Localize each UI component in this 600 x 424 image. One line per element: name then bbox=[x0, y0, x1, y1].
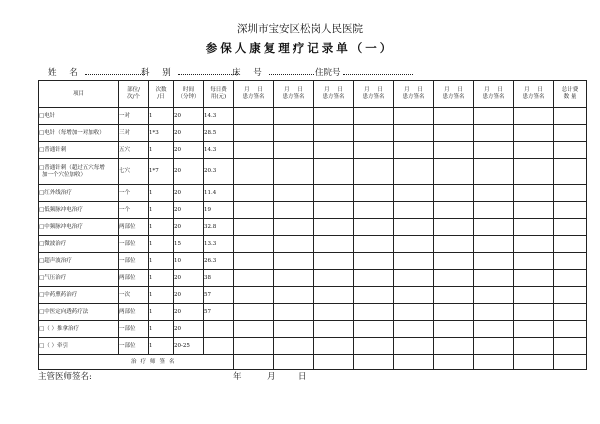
patient-sign-cell[interactable] bbox=[474, 253, 514, 270]
patient-sign-cell[interactable] bbox=[274, 270, 314, 287]
footer-month: 月 bbox=[267, 372, 276, 382]
header-row bbox=[39, 81, 587, 108]
duration-cell: 15 bbox=[174, 236, 204, 253]
patient-sign-cell[interactable] bbox=[274, 159, 314, 185]
patient-sign-cell[interactable] bbox=[354, 270, 394, 287]
times-cell: 1 bbox=[149, 304, 174, 321]
patient-sign-cell[interactable] bbox=[234, 287, 274, 304]
patient-sign-cell[interactable] bbox=[274, 219, 314, 236]
total-cell[interactable] bbox=[554, 321, 587, 338]
total-cell[interactable] bbox=[554, 304, 587, 321]
patient-sign-cell[interactable] bbox=[394, 142, 434, 159]
total-cell[interactable] bbox=[554, 253, 587, 270]
name-line bbox=[85, 66, 145, 75]
patient-sign-cell[interactable] bbox=[514, 219, 554, 236]
times-cell: 1*7 bbox=[149, 159, 174, 185]
therapist-sign-cell[interactable] bbox=[394, 355, 434, 370]
fee-cell: 13.3 bbox=[204, 236, 234, 253]
patient-sign-cell[interactable] bbox=[314, 321, 354, 338]
patient-sign-cell[interactable] bbox=[314, 236, 354, 253]
patient-sign-cell[interactable] bbox=[434, 270, 474, 287]
patient-sign-cell[interactable] bbox=[234, 236, 274, 253]
total-cell[interactable] bbox=[554, 185, 587, 202]
name-label: 姓 名 bbox=[48, 68, 83, 78]
fee-cell: 11.4 bbox=[204, 185, 234, 202]
treatment-item-label: □普通针刺（超过五穴每增 bbox=[39, 164, 105, 171]
therapist-sign-cell[interactable] bbox=[274, 355, 314, 370]
patient-sign-cell[interactable] bbox=[314, 304, 354, 321]
therapist-sign-cell[interactable] bbox=[434, 355, 474, 370]
duration-cell: 20 bbox=[174, 159, 204, 185]
patient-sign-cell[interactable] bbox=[514, 108, 554, 125]
fee-cell: 20.3 bbox=[204, 159, 234, 185]
patient-sign-cell[interactable] bbox=[274, 304, 314, 321]
admission-line bbox=[343, 66, 413, 75]
patient-sign-cell[interactable] bbox=[474, 236, 514, 253]
bed-label: 床 号 bbox=[232, 68, 267, 78]
patient-sign-cell[interactable] bbox=[314, 108, 354, 125]
patient-sign-cell[interactable] bbox=[354, 287, 394, 304]
treatment-item[interactable] bbox=[39, 287, 119, 304]
patient-sign-cell[interactable] bbox=[314, 202, 354, 219]
fee-cell bbox=[204, 338, 234, 355]
patient-sign-cell[interactable] bbox=[234, 270, 274, 287]
patient-sign-cell[interactable] bbox=[394, 321, 434, 338]
patient-sign-cell[interactable] bbox=[234, 142, 274, 159]
treatment-item-label: □电针 bbox=[39, 112, 56, 119]
unit-cell: 一次 bbox=[119, 287, 149, 304]
patient-sign-cell[interactable] bbox=[434, 142, 474, 159]
patient-sign-cell[interactable] bbox=[314, 185, 354, 202]
therapist-sign-cell[interactable] bbox=[314, 355, 354, 370]
patient-sign-cell[interactable] bbox=[354, 253, 394, 270]
treatment-item[interactable] bbox=[39, 185, 119, 202]
patient-sign-cell[interactable] bbox=[274, 287, 314, 304]
duration-cell: 20 bbox=[174, 219, 204, 236]
patient-sign-cell[interactable] bbox=[474, 108, 514, 125]
patient-sign-cell[interactable] bbox=[234, 185, 274, 202]
form-title: 参保人康复理疗记录单（一） bbox=[205, 41, 395, 55]
header-date-col: 月 日 患方签名 bbox=[394, 81, 434, 108]
patient-sign-cell[interactable] bbox=[354, 142, 394, 159]
treatment-item-label: □超声波治疗 bbox=[39, 257, 72, 264]
duration-cell: 20 bbox=[174, 185, 204, 202]
header-total: 总计费 数 量 bbox=[554, 81, 587, 108]
fee-cell: 28.5 bbox=[204, 125, 234, 142]
patient-sign-cell[interactable] bbox=[234, 125, 274, 142]
patient-sign-cell[interactable] bbox=[474, 185, 514, 202]
treatment-row bbox=[39, 270, 587, 287]
times-cell: 1 bbox=[149, 338, 174, 355]
treatment-item-label: □（ ）推拿治疗 bbox=[39, 325, 79, 332]
treatment-row bbox=[39, 142, 587, 159]
treatment-item-label: □中药熏药治疗 bbox=[39, 291, 78, 298]
patient-sign-cell[interactable] bbox=[234, 219, 274, 236]
header-date-col: 月 日 患方签名 bbox=[514, 81, 554, 108]
patient-sign-cell[interactable] bbox=[234, 321, 274, 338]
patient-sign-cell[interactable] bbox=[434, 253, 474, 270]
times-cell: 1 bbox=[149, 142, 174, 159]
admission-field[interactable] bbox=[315, 66, 413, 78]
duration-cell: 20 bbox=[174, 321, 204, 338]
treatment-item-label: □普通针刺 bbox=[39, 146, 67, 153]
header-date-col: 月 日 患方签名 bbox=[274, 81, 314, 108]
unit-cell: 一部位 bbox=[119, 236, 149, 253]
patient-sign-cell[interactable] bbox=[314, 159, 354, 185]
total-cell[interactable] bbox=[554, 202, 587, 219]
patient-sign-cell[interactable] bbox=[514, 287, 554, 304]
header-date-col: 月 日 患方签名 bbox=[474, 81, 514, 108]
treatment-item-label: □低频脉冲电治疗 bbox=[39, 206, 83, 213]
footer-day: 日 bbox=[298, 372, 307, 382]
admission-label: 住院号 bbox=[315, 68, 341, 78]
patient-sign-cell[interactable] bbox=[354, 321, 394, 338]
patient-sign-cell[interactable] bbox=[314, 287, 354, 304]
fee-cell: 57 bbox=[204, 287, 234, 304]
patient-sign-cell[interactable] bbox=[394, 338, 434, 355]
duration-cell: 10 bbox=[174, 253, 204, 270]
patient-sign-cell[interactable] bbox=[314, 253, 354, 270]
header-daily-fee: 每日费 用(元) bbox=[204, 81, 234, 108]
total-cell[interactable] bbox=[554, 125, 587, 142]
duration-cell: 20 bbox=[174, 270, 204, 287]
header-date-col: 月 日 患方签名 bbox=[234, 81, 274, 108]
bed-field[interactable] bbox=[232, 66, 314, 78]
treatment-row bbox=[39, 219, 587, 236]
times-cell: 1 bbox=[149, 270, 174, 287]
patient-sign-cell[interactable] bbox=[474, 219, 514, 236]
unit-cell: 七穴 bbox=[119, 159, 149, 185]
treatment-item-label: □中医定向透药疗法 bbox=[39, 308, 89, 315]
treatment-item[interactable] bbox=[39, 321, 119, 338]
unit-cell: 一部位 bbox=[119, 321, 149, 338]
unit-cell: 两部位 bbox=[119, 304, 149, 321]
treatment-row bbox=[39, 159, 587, 185]
patient-sign-cell[interactable] bbox=[314, 125, 354, 142]
treatment-row bbox=[39, 236, 587, 253]
patient-sign-cell[interactable] bbox=[354, 159, 394, 185]
patient-sign-cell[interactable] bbox=[274, 142, 314, 159]
header-date-col: 月 日 患方签名 bbox=[434, 81, 474, 108]
patient-sign-cell[interactable] bbox=[434, 159, 474, 185]
total-cell[interactable] bbox=[554, 236, 587, 253]
patient-sign-cell[interactable] bbox=[514, 253, 554, 270]
patient-sign-cell[interactable] bbox=[354, 125, 394, 142]
times-cell: 1 bbox=[149, 108, 174, 125]
treatment-item[interactable] bbox=[39, 125, 119, 142]
total-cell[interactable] bbox=[554, 219, 587, 236]
patient-sign-cell[interactable] bbox=[474, 270, 514, 287]
times-cell: 1 bbox=[149, 236, 174, 253]
unit-cell: 一对 bbox=[119, 108, 149, 125]
patient-sign-cell[interactable] bbox=[474, 338, 514, 355]
patient-sign-cell[interactable] bbox=[234, 253, 274, 270]
patient-sign-cell[interactable] bbox=[394, 202, 434, 219]
treatment-row bbox=[39, 108, 587, 125]
treatment-item-label: □（ ）牵引 bbox=[39, 342, 68, 349]
patient-sign-cell[interactable] bbox=[434, 236, 474, 253]
therapist-sign-cell[interactable] bbox=[354, 355, 394, 370]
duration-cell: 20 bbox=[174, 287, 204, 304]
patient-sign-cell[interactable] bbox=[514, 159, 554, 185]
patient-sign-cell[interactable] bbox=[474, 202, 514, 219]
patient-sign-cell[interactable] bbox=[434, 108, 474, 125]
unit-cell: 一部位 bbox=[119, 338, 149, 355]
total-cell[interactable] bbox=[554, 270, 587, 287]
treatment-row bbox=[39, 202, 587, 219]
patient-sign-cell[interactable] bbox=[234, 159, 274, 185]
total-cell[interactable] bbox=[554, 159, 587, 185]
patient-sign-cell[interactable] bbox=[274, 338, 314, 355]
duration-cell: 20 bbox=[174, 125, 204, 142]
treatment-item[interactable] bbox=[39, 142, 119, 159]
patient-sign-cell[interactable] bbox=[274, 185, 314, 202]
treatment-item-label-cont: 加一个穴位加收） bbox=[42, 171, 87, 178]
patient-sign-cell[interactable] bbox=[394, 236, 434, 253]
patient-sign-cell[interactable] bbox=[354, 202, 394, 219]
unit-cell: 五穴 bbox=[119, 142, 149, 159]
patient-sign-cell[interactable] bbox=[314, 142, 354, 159]
patient-sign-cell[interactable] bbox=[394, 125, 434, 142]
treatment-row bbox=[39, 253, 587, 270]
duration-cell: 20 bbox=[174, 108, 204, 125]
patient-sign-cell[interactable] bbox=[434, 185, 474, 202]
patient-sign-cell[interactable] bbox=[514, 338, 554, 355]
fee-cell: 32.8 bbox=[204, 219, 234, 236]
patient-sign-cell[interactable] bbox=[354, 304, 394, 321]
patient-sign-cell[interactable] bbox=[434, 219, 474, 236]
patient-sign-cell[interactable] bbox=[514, 304, 554, 321]
patient-sign-cell[interactable] bbox=[314, 270, 354, 287]
treatment-item[interactable] bbox=[39, 304, 119, 321]
times-cell: 1 bbox=[149, 202, 174, 219]
patient-sign-cell[interactable] bbox=[274, 108, 314, 125]
patient-sign-cell[interactable] bbox=[514, 142, 554, 159]
total-cell[interactable] bbox=[554, 338, 587, 355]
treatment-item-label: □微波治疗 bbox=[39, 240, 67, 247]
treatment-item-label: □红外线治疗 bbox=[39, 189, 72, 196]
patient-sign-cell[interactable] bbox=[434, 321, 474, 338]
header-date-col: 月 日 患方签名 bbox=[354, 81, 394, 108]
patient-sign-cell[interactable] bbox=[234, 304, 274, 321]
treatment-item[interactable] bbox=[39, 159, 119, 185]
patient-sign-cell[interactable] bbox=[314, 338, 354, 355]
patient-sign-cell[interactable] bbox=[354, 108, 394, 125]
treatment-row bbox=[39, 287, 587, 304]
patient-sign-cell[interactable] bbox=[274, 236, 314, 253]
patient-sign-cell[interactable] bbox=[474, 159, 514, 185]
patient-sign-cell[interactable] bbox=[474, 125, 514, 142]
patient-sign-cell[interactable] bbox=[354, 219, 394, 236]
therapist-total-cell[interactable] bbox=[554, 355, 587, 370]
patient-sign-cell[interactable] bbox=[354, 338, 394, 355]
treatment-item[interactable] bbox=[39, 338, 119, 355]
patient-sign-cell[interactable] bbox=[274, 202, 314, 219]
times-cell: 1 bbox=[149, 185, 174, 202]
total-cell[interactable] bbox=[554, 287, 587, 304]
fee-cell bbox=[204, 321, 234, 338]
treatment-item[interactable] bbox=[39, 236, 119, 253]
patient-sign-cell[interactable] bbox=[274, 253, 314, 270]
therapist-sign-cell[interactable] bbox=[474, 355, 514, 370]
patient-sign-cell[interactable] bbox=[474, 287, 514, 304]
treatment-item[interactable] bbox=[39, 219, 119, 236]
patient-sign-cell[interactable] bbox=[394, 159, 434, 185]
fee-cell: 26.3 bbox=[204, 253, 234, 270]
duration-cell: 20-25 bbox=[174, 338, 204, 355]
unit-cell: 两部位 bbox=[119, 270, 149, 287]
patient-sign-cell[interactable] bbox=[354, 236, 394, 253]
patient-sign-cell[interactable] bbox=[394, 219, 434, 236]
treatment-row bbox=[39, 338, 587, 355]
patient-sign-cell[interactable] bbox=[514, 270, 554, 287]
name-field[interactable] bbox=[48, 66, 145, 78]
therapist-sign-cell[interactable] bbox=[234, 355, 274, 370]
duration-cell: 20 bbox=[174, 142, 204, 159]
patient-sign-cell[interactable] bbox=[394, 270, 434, 287]
dept-label: 科 别 bbox=[141, 68, 176, 78]
fee-cell: 14.3 bbox=[204, 108, 234, 125]
header-times: 次数 /日 bbox=[149, 81, 174, 108]
patient-sign-cell[interactable] bbox=[434, 304, 474, 321]
patient-sign-cell[interactable] bbox=[514, 202, 554, 219]
treatment-row bbox=[39, 185, 587, 202]
treatment-table bbox=[38, 80, 587, 370]
patient-sign-cell[interactable] bbox=[394, 287, 434, 304]
fee-cell: 19 bbox=[204, 202, 234, 219]
treatment-item-label: □电针（每增加一对加收） bbox=[39, 129, 105, 136]
times-cell: 1 bbox=[149, 287, 174, 304]
treatment-item[interactable] bbox=[39, 253, 119, 270]
patient-sign-cell[interactable] bbox=[354, 185, 394, 202]
patient-sign-cell[interactable] bbox=[394, 304, 434, 321]
treatment-item-label: □中频脉冲电治疗 bbox=[39, 223, 83, 230]
unit-cell: 两部位 bbox=[119, 219, 149, 236]
patient-sign-cell[interactable] bbox=[234, 108, 274, 125]
unit-cell: 一部位 bbox=[119, 253, 149, 270]
patient-sign-cell[interactable] bbox=[514, 321, 554, 338]
patient-sign-cell[interactable] bbox=[514, 185, 554, 202]
patient-sign-cell[interactable] bbox=[434, 202, 474, 219]
fee-cell: 57 bbox=[204, 304, 234, 321]
total-cell[interactable] bbox=[554, 108, 587, 125]
patient-sign-cell[interactable] bbox=[234, 338, 274, 355]
duration-cell: 20 bbox=[174, 202, 204, 219]
therapist-sign-cell[interactable] bbox=[514, 355, 554, 370]
unit-cell: 三对 bbox=[119, 125, 149, 142]
header-duration: 时间 （分钟） bbox=[174, 81, 204, 108]
patient-sign-cell[interactable] bbox=[474, 321, 514, 338]
fee-cell: 14.3 bbox=[204, 142, 234, 159]
patient-sign-cell[interactable] bbox=[394, 108, 434, 125]
unit-cell: 一个 bbox=[119, 202, 149, 219]
treatment-item[interactable] bbox=[39, 270, 119, 287]
patient-sign-cell[interactable] bbox=[234, 202, 274, 219]
therapist-sign-row bbox=[39, 355, 587, 370]
treatment-row bbox=[39, 321, 587, 338]
doctor-sign-label: 主管医师签名: bbox=[38, 372, 92, 382]
header-unit: 部位/ 次/个 bbox=[119, 81, 149, 108]
total-cell[interactable] bbox=[554, 142, 587, 159]
patient-sign-cell[interactable] bbox=[474, 304, 514, 321]
patient-sign-cell[interactable] bbox=[394, 185, 434, 202]
dept-field[interactable] bbox=[141, 66, 238, 78]
patient-sign-cell[interactable] bbox=[514, 125, 554, 142]
unit-cell: 一个 bbox=[119, 185, 149, 202]
times-cell: 1 bbox=[149, 253, 174, 270]
duration-cell: 20 bbox=[174, 304, 204, 321]
times-cell: 1 bbox=[149, 219, 174, 236]
patient-sign-cell[interactable] bbox=[434, 287, 474, 304]
treatment-item[interactable] bbox=[39, 108, 119, 125]
therapist-sign-label: 治疗师签名 bbox=[39, 355, 234, 370]
patient-sign-cell[interactable] bbox=[514, 236, 554, 253]
patient-sign-cell[interactable] bbox=[474, 142, 514, 159]
patient-sign-cell[interactable] bbox=[274, 321, 314, 338]
hospital-name: 深圳市宝安区松岗人民医院 bbox=[237, 23, 363, 35]
dept-line bbox=[178, 66, 238, 75]
header-date-col: 月 日 患方签名 bbox=[314, 81, 354, 108]
patient-sign-cell[interactable] bbox=[394, 253, 434, 270]
patient-sign-cell[interactable] bbox=[274, 125, 314, 142]
patient-sign-cell[interactable] bbox=[314, 219, 354, 236]
patient-sign-cell[interactable] bbox=[434, 338, 474, 355]
header-item: 项目 bbox=[39, 81, 119, 108]
fee-cell: 38 bbox=[204, 270, 234, 287]
times-cell: 1*3 bbox=[149, 125, 174, 142]
patient-sign-cell[interactable] bbox=[434, 125, 474, 142]
footer-year: 年 bbox=[233, 372, 242, 382]
times-cell: 1 bbox=[149, 321, 174, 338]
treatment-item[interactable] bbox=[39, 202, 119, 219]
bed-line bbox=[269, 66, 314, 75]
treatment-row bbox=[39, 125, 587, 142]
treatment-item-label: □气压治疗 bbox=[39, 274, 67, 281]
treatment-row bbox=[39, 304, 587, 321]
